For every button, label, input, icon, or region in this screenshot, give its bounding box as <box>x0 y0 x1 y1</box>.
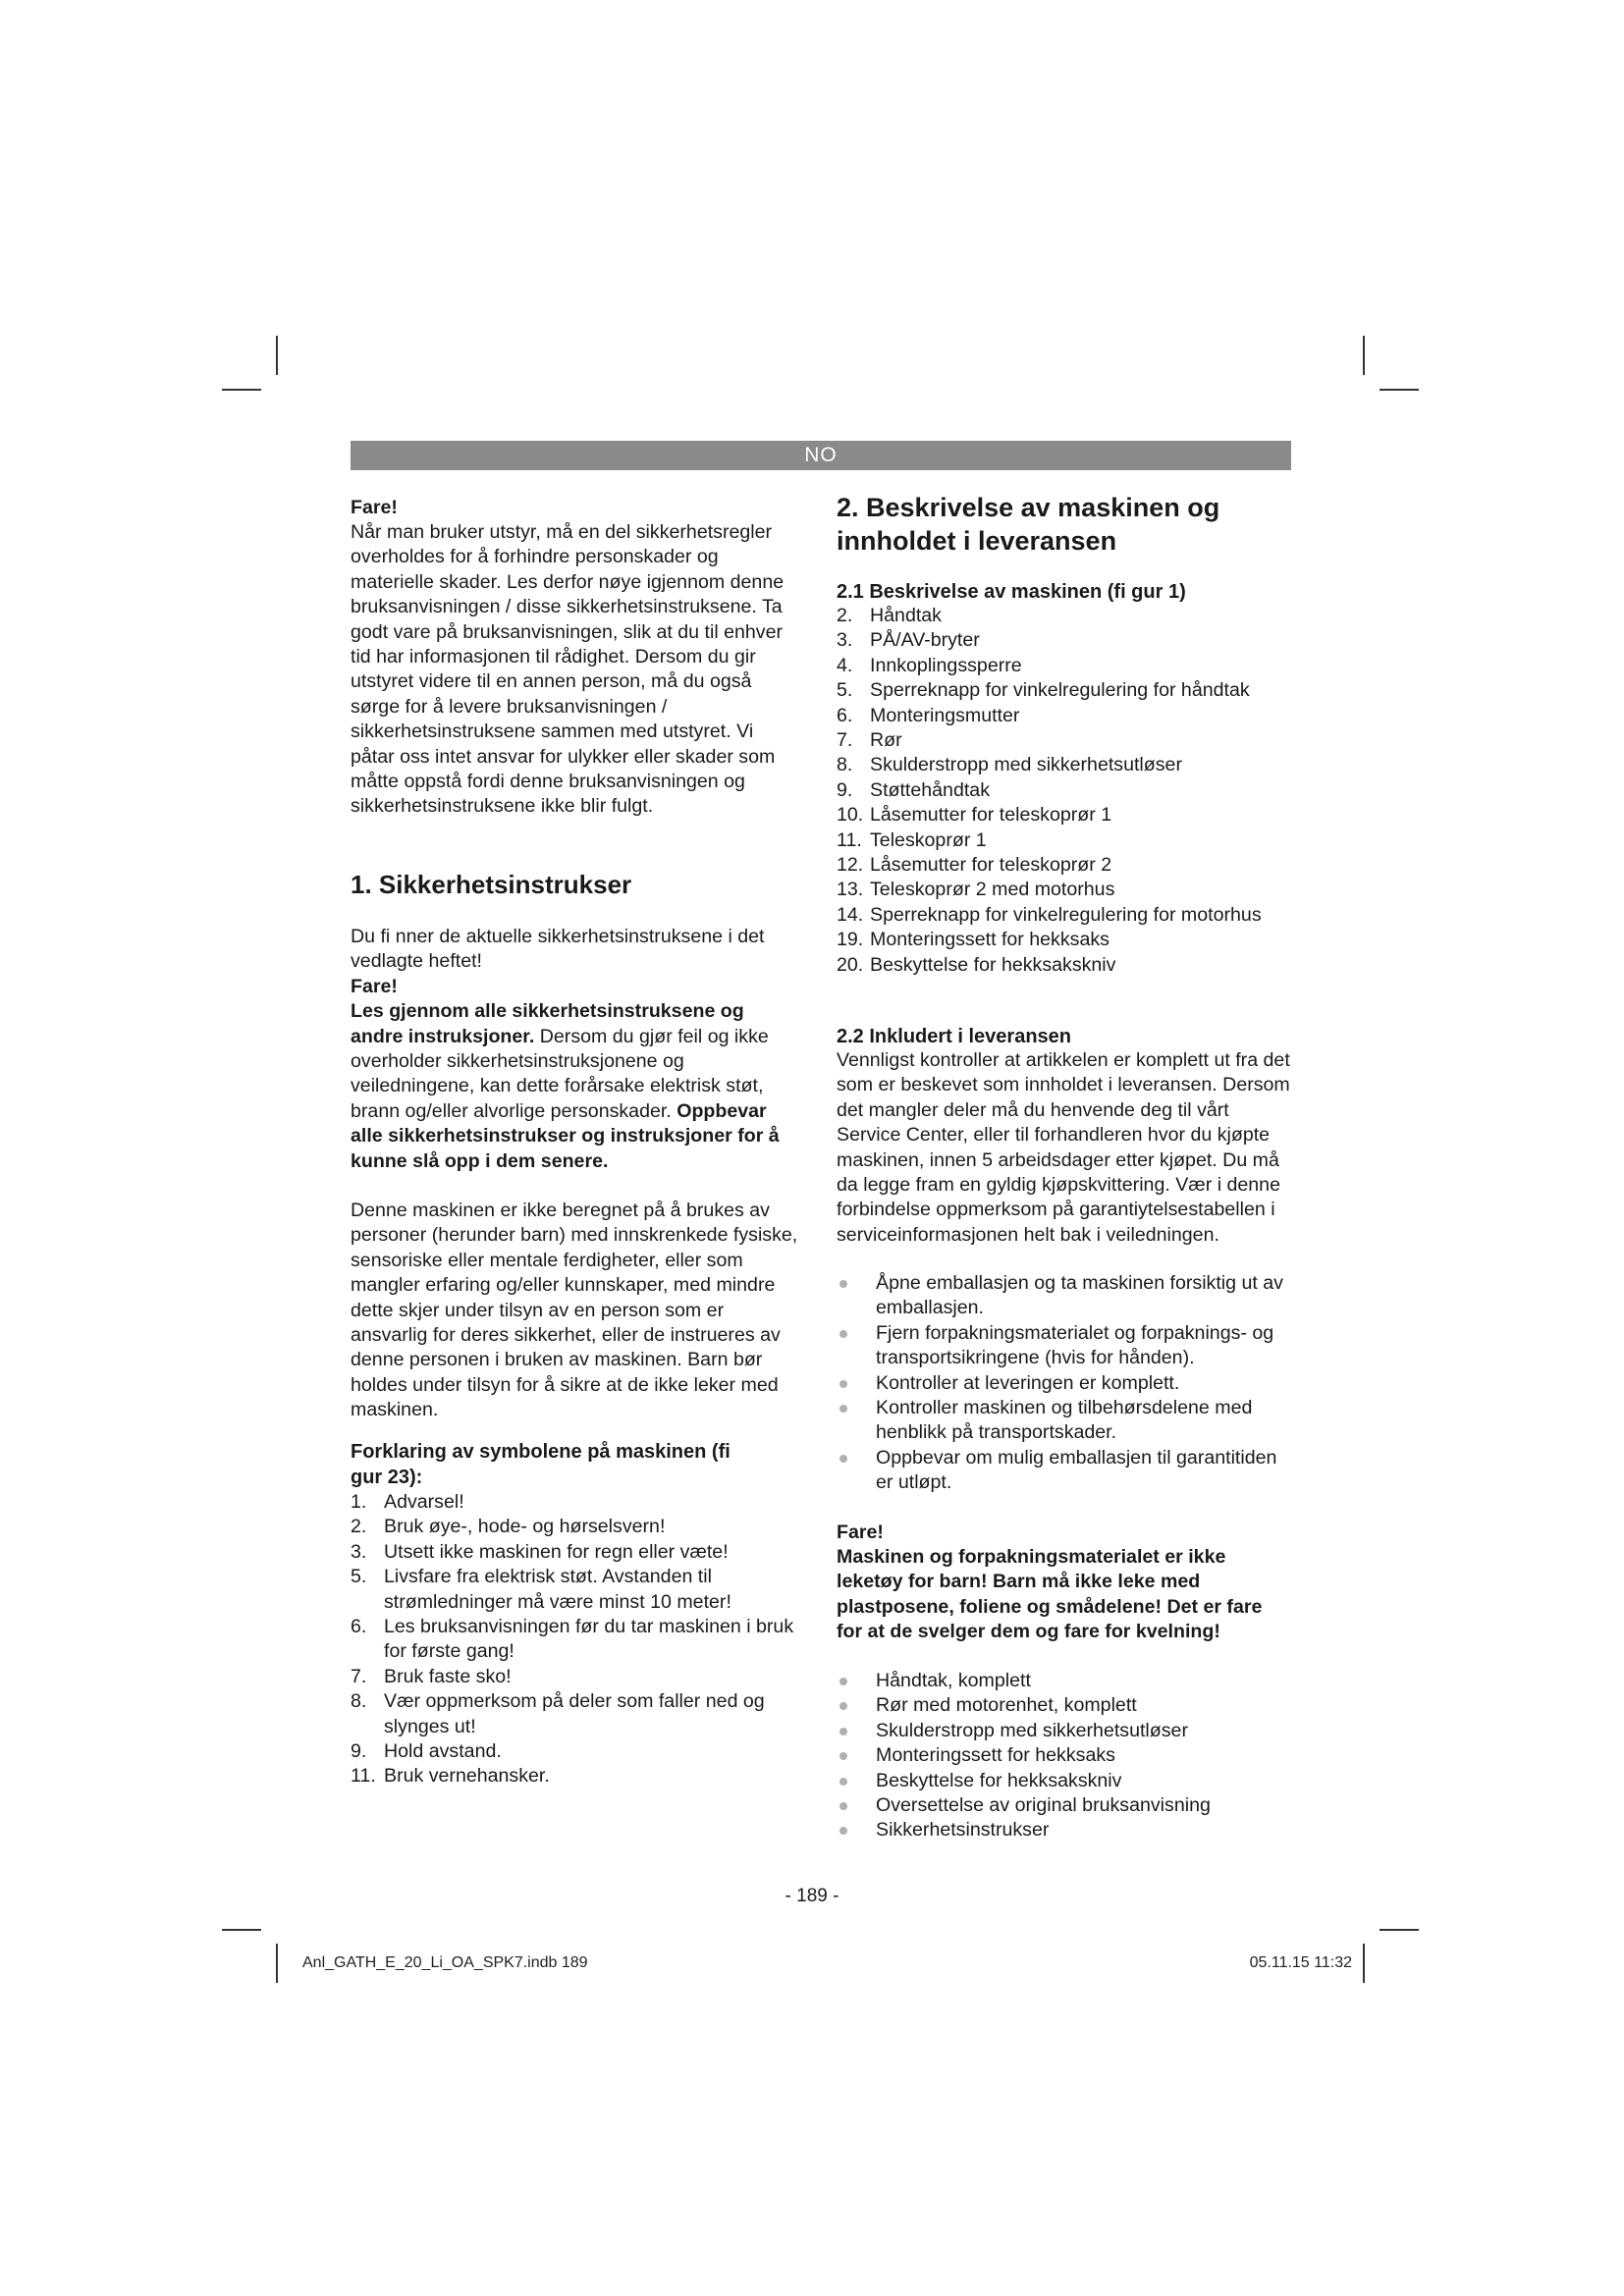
delivery-text: Vennligst kontroller at artikkelen er komplett ut fra det som er beskevet som innholdet i leveransen. Dersom det mangler deler må du henvende deg til vårt Service Center, eller til forhandleren hvor du kjøpte maskinen, innen 5 arbeidsdager etter kjøpet. Du må da legge fram en gyldig kjøpskvittering. Vær i denne forbindelse oppmerksom på garantiytelsestabellen i serviceinformasjonen helt bak i veiledningen. <box>837 1049 1290 1246</box>
item-number: 7. <box>351 1665 367 1687</box>
item-number: 20. <box>837 953 864 976</box>
item-number: 11. <box>837 828 862 851</box>
item-number: 5. <box>837 679 853 702</box>
list-item <box>351 1515 800 1539</box>
item-number: 6. <box>351 1616 367 1638</box>
item-text: Rør <box>870 729 902 752</box>
bullet-icon <box>839 1728 847 1735</box>
bullet-item <box>837 1446 1290 1496</box>
item-text: Vær oppmerksom på deler som faller ned og slynges ut! <box>384 1690 765 1737</box>
item-text: Oppbevar om mulig emballasjen til garantitiden er utløpt. <box>876 1446 1277 1494</box>
warning-bold-text: Les gjennom alle sikkerhetsinstruksene og andre instruksjoner. <box>351 1000 744 1047</box>
crop-mark <box>276 336 278 375</box>
item-number: 5. <box>351 1566 367 1588</box>
item-text: Les bruksanvisningen før du tar maskinen i bruk for første gang! <box>384 1616 794 1663</box>
item-number: 1. <box>351 1491 367 1513</box>
list-item <box>837 853 1290 878</box>
item-number: 10. <box>837 804 864 827</box>
language-label: NO <box>804 444 838 466</box>
item-number: 14. <box>837 903 864 926</box>
warning-title: Fare! <box>351 497 398 518</box>
bullet-icon <box>839 1752 847 1760</box>
item-text: Monteringssett for hekksaks <box>870 929 1110 951</box>
list-item <box>837 678 1290 703</box>
bullet-item <box>837 1371 1290 1396</box>
footer-datetime: 05.11.15 11:32 <box>1249 1954 1352 1971</box>
unpacking-steps-list <box>837 1271 1290 1496</box>
bullet-item <box>837 1769 1290 1793</box>
bullet-icon <box>839 1330 847 1338</box>
subsection-heading: 2.1 Beskrivelse av maskinen (fi gur 1) <box>837 581 1186 603</box>
item-text: Håndtak <box>870 605 942 626</box>
item-text: Teleskoprør 1 <box>870 828 987 851</box>
item-text: Kontroller at leveringen er komplett. <box>876 1371 1180 1394</box>
item-number: 9. <box>351 1740 367 1763</box>
section-heading: 2. Beskrivelse av maskinen og innholdet i leveransen <box>837 493 1220 556</box>
footer-file: Anl_GATH_E_20_Li_OA_SPK7.indb 189 <box>302 1954 588 1971</box>
item-text: Låsemutter for teleskoprør 2 <box>870 854 1112 877</box>
safety-intro <box>351 925 800 1174</box>
item-text: Sperreknapp for vinkelregulering for håndtak <box>870 679 1250 702</box>
item-text: Åpne emballasjen og ta maskinen forsiktig ut av emballasjen. <box>876 1272 1283 1319</box>
item-text: Oversettelse av original bruksanvisning <box>876 1794 1211 1817</box>
item-number: 9. <box>837 778 853 801</box>
item-text: Utsett ikke maskinen for regn eller væte! <box>384 1540 729 1563</box>
list-item <box>837 828 1290 853</box>
item-text: Sperreknapp for vinkelregulering for motorhus <box>870 903 1262 926</box>
crop-mark <box>1363 336 1365 375</box>
crop-mark <box>1380 1929 1419 1931</box>
item-text: Fjern forpakningsmaterialet og forpaknings- og transportsikringene (hvis for hånden). <box>876 1321 1274 1369</box>
machine-usage-text: Denne maskinen er ikke beregnet på å brukes av personer (herunder barn) med innskrenkede fysiske, sensoriske eller mentale ferdigheter, eller som mangler erfaring og/eller kunnskaper, med mindre dette skjer under tilsyn av en person som er ansvarlig for deres sikkerhet, eller de instrueres av denne personen i bruken av maskinen. Barn bør holdes under tilsyn for å sikre at de ikke leker med maskinen. <box>351 1200 798 1421</box>
item-text: Advarsel! <box>384 1491 464 1513</box>
item-text: Beskyttelse for hekksakskniv <box>870 953 1116 976</box>
list-item <box>351 1764 800 1789</box>
warning-title: Fare! <box>837 1522 884 1543</box>
list-item <box>837 654 1290 678</box>
item-number: 3. <box>837 629 853 652</box>
bullet-icon <box>839 1380 847 1388</box>
list-item <box>837 704 1290 728</box>
list-item <box>351 1540 800 1565</box>
bullet-item <box>837 1719 1290 1743</box>
item-text: Bruk faste sko! <box>384 1665 512 1687</box>
list-item <box>351 1565 800 1615</box>
crop-mark <box>1363 1944 1365 1983</box>
bullet-icon <box>839 1280 847 1288</box>
item-number: 4. <box>837 654 853 676</box>
item-text: Beskyttelse for hekksakskniv <box>876 1769 1122 1791</box>
item-number: 8. <box>351 1690 367 1713</box>
item-number: 11. <box>351 1765 376 1788</box>
contents-list <box>837 1669 1290 1843</box>
item-number: 3. <box>351 1540 367 1563</box>
item-number: 8. <box>837 754 853 776</box>
item-text: Kontroller maskinen og tilbehørsdelene med henblikk på transportskader. <box>876 1397 1253 1444</box>
crop-mark <box>1380 389 1419 391</box>
list-item <box>837 803 1290 828</box>
list-item <box>837 928 1290 952</box>
list-item <box>837 778 1290 803</box>
list-item <box>837 878 1290 902</box>
list-item <box>351 1739 800 1764</box>
bullet-icon <box>839 1678 847 1685</box>
item-number: 6. <box>837 704 853 726</box>
list-item <box>351 1615 800 1665</box>
list-item <box>351 1665 800 1689</box>
warning-paragraph <box>351 999 800 1174</box>
symbols-list <box>351 1490 800 1789</box>
item-text: Støttehåndtak <box>870 778 990 801</box>
bullet-icon <box>839 1702 847 1710</box>
parts-list <box>837 604 1290 978</box>
symbols-heading: Forklaring av symbolene på maskinen (fi gur 23): <box>351 1441 731 1488</box>
subsection-heading: 2.2 Inkludert i leveransen <box>837 1026 1071 1047</box>
warning-text: Dersom du gjør feil og ikke overholder sikkerhetsinstruksjonene og veiledningene, kan dette forårsake elektrisk støt, brann og/eller alvorlige personskader. <box>351 1025 769 1122</box>
bullet-icon <box>839 1802 847 1810</box>
list-item <box>837 953 1290 978</box>
item-text: Sikkerhetsinstrukser <box>876 1819 1050 1842</box>
item-text: Rør med motorenhet, komplett <box>876 1694 1137 1717</box>
item-text: Skulderstropp med sikkerhetsutløser <box>876 1719 1188 1741</box>
bullet-item <box>837 1743 1290 1768</box>
bullet-item <box>837 1271 1290 1321</box>
warning-text: Når man bruker utstyr, må en del sikkerhetsregler overholdes for å forhindre personskader og materielle skader. Les derfor nøye igjennom denne bruksanvisningen / disse sikkerhetsinstruksene. Ta godt vare på bruksanvisningen, slik at du til enhver tid har informasjonen til rådighet. Dersom du gir utstyret videre til en annen person, må du også sørge for å levere bruksanvisningen / sikkerhetsinstruksene sammen med utstyret. Vi påtar oss intet ansvar for ulykker eller skader som måtte oppstå fordi denne bruksanvisningen og sikkerhetsinstruksene ikke blir fulgt. <box>351 521 785 818</box>
bullet-item <box>837 1693 1290 1718</box>
section-heading: 1. Sikkerhetsinstrukser <box>351 870 632 899</box>
item-text: Monteringssett for hekksaks <box>876 1744 1115 1767</box>
crop-mark <box>222 1929 261 1931</box>
item-text: Håndtak, komplett <box>876 1670 1031 1691</box>
list-item <box>837 903 1290 928</box>
item-text: Bruk øye-, hode- og hørselsvern! <box>384 1516 666 1538</box>
bullet-item <box>837 1793 1290 1818</box>
item-text: Hold avstand. <box>384 1740 502 1763</box>
item-text: Monteringsmutter <box>870 704 1020 726</box>
bullet-icon <box>839 1455 847 1463</box>
item-number: 2. <box>837 605 853 626</box>
bullet-icon <box>839 1827 847 1835</box>
bullet-item <box>837 1321 1290 1371</box>
item-text: Teleskoprør 2 med motorhus <box>870 879 1115 901</box>
warning-title: Fare! <box>351 975 398 997</box>
item-text: Skulderstropp med sikkerhetsutløser <box>870 754 1182 776</box>
item-number: 2. <box>351 1516 367 1538</box>
bullet-icon <box>839 1778 847 1786</box>
language-header-bar <box>351 441 1291 470</box>
list-item <box>837 728 1290 753</box>
bullet-item <box>837 1669 1290 1693</box>
warning-text: Maskinen og forpakningsmaterialet er ikke leketøy for barn! Barn må ikke leke med plastposene, foliene og smådelene! Det er fare for at de svelger dem og fare for kvelning! <box>837 1546 1263 1643</box>
crop-mark <box>222 389 261 391</box>
list-item <box>837 753 1290 777</box>
crop-mark <box>276 1944 278 1983</box>
item-text: Innkoplingssperre <box>870 654 1022 676</box>
item-text: PÅ/AV-bryter <box>870 629 980 652</box>
warning-bold-text: Oppbevar alle sikkerhetsinstrukser og instruksjoner for å kunne slå opp i dem senere. <box>351 1099 780 1172</box>
item-text: Låsemutter for teleskoprør 1 <box>870 804 1112 827</box>
item-number: 7. <box>837 729 853 752</box>
bullet-item <box>837 1396 1290 1446</box>
bullet-item <box>837 1818 1290 1842</box>
item-number: 19. <box>837 929 864 951</box>
item-number: 13. <box>837 879 864 901</box>
item-text: Livsfare fra elektrisk støt. Avstanden til strømledninger må være minst 10 meter! <box>384 1566 731 1613</box>
list-item <box>351 1490 800 1515</box>
list-item <box>837 604 1290 628</box>
intro-text: Du fi nner de aktuelle sikkerhetsinstruksene i det vedlagte heftet! <box>351 926 765 973</box>
item-text: Bruk vernehansker. <box>384 1765 550 1788</box>
list-item <box>837 628 1290 653</box>
page-number: - 189 - <box>785 1886 839 1906</box>
bullet-icon <box>839 1405 847 1413</box>
list-item <box>351 1689 800 1739</box>
item-number: 12. <box>837 854 864 877</box>
